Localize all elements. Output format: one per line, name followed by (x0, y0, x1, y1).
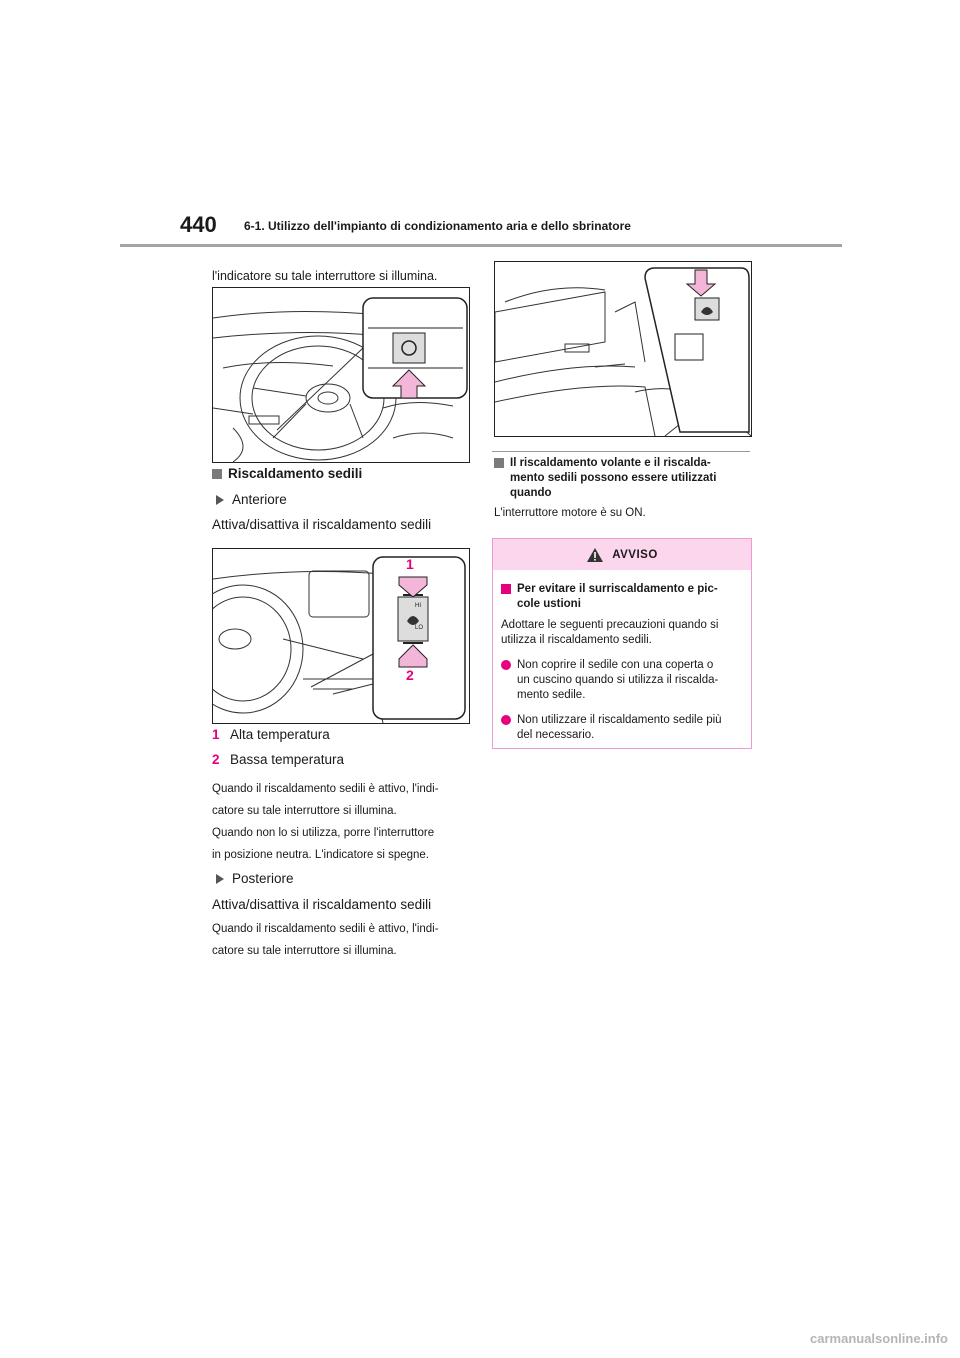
circle-bullet-icon (501, 715, 511, 725)
rear-door-illustration (495, 262, 751, 436)
hi-label: HI (415, 603, 421, 609)
square-bullet-icon (212, 469, 222, 479)
para2-line1: Quando non lo si utilizza, porre l'interruttore (212, 827, 435, 839)
steering-illustration (213, 288, 469, 462)
para1-line1: Quando il riscaldamento sedili è attivo, l'indi- (212, 783, 439, 795)
header-rule (120, 244, 842, 247)
page-number: 440 (180, 212, 217, 237)
front-description: Attiva/disattiva il riscaldamento sedili (212, 517, 432, 532)
warning-triangle-icon (586, 547, 604, 563)
callout-number-2: 2 (406, 667, 414, 683)
rear-switch-callout (645, 268, 749, 432)
section-divider (492, 451, 750, 452)
switch-callout (363, 298, 467, 398)
rear-subheading: Posteriore (216, 871, 294, 886)
seat-heater-heading: Riscaldamento sedili (212, 466, 362, 481)
para3-line2: catore su tale interruttore si illumina. (212, 945, 397, 957)
steering-heater-figure (212, 287, 470, 463)
lo-label: LO (415, 625, 424, 631)
circle-bullet-icon (501, 660, 511, 670)
warning-box (492, 538, 752, 749)
para1-line2: catore su tale interruttore si illumina. (212, 805, 397, 817)
warning-item: Non coprire il sedile con una coperta o un cuscino quando si utilizza il riscalda- mento sedile. (501, 658, 743, 703)
warning-title: AVVISO (612, 548, 658, 561)
square-bullet-icon (501, 584, 511, 594)
list-item: 2 Bassa temperatura (212, 752, 345, 767)
warning-paragraph: Adottare le seguenti precauzioni quando si utilizza il riscaldamento sedili. (501, 619, 719, 646)
warning-header (493, 539, 751, 570)
seat-heater-figure (212, 548, 470, 724)
seat-switch-callout (373, 557, 465, 719)
rear-description: Attiva/disattiva il riscaldamento sedili (212, 897, 432, 912)
intro-text: l'indicatore su tale interruttore si illumina. (212, 269, 438, 283)
list-item: 1 Alta temperatura (212, 727, 330, 742)
rear-seat-figure (494, 261, 752, 437)
section-title: 6-1. Utilizzo dell'impianto di condizionamento aria e dello sbrinatore (244, 219, 631, 233)
seat-switch-illustration (213, 549, 469, 723)
front-subheading: Anteriore (216, 492, 287, 507)
callout-number-1: 1 (406, 556, 414, 572)
warning-subheading: Per evitare il surriscaldamento e pic- cole ustioni (501, 582, 743, 612)
para2-line2: in posizione neutra. L'indicatore si spegne. (212, 849, 430, 861)
triangle-bullet-icon (216, 495, 224, 505)
usage-condition-heading: Il riscaldamento volante e il riscalda- mento sedili possono essere utilizzati quando (494, 456, 754, 501)
footer-watermark: carmanualsonline.info (810, 1331, 948, 1346)
triangle-bullet-icon (216, 874, 224, 884)
usage-condition-text: L'interruttore motore è su ON. (494, 507, 646, 519)
warning-item: Non utilizzare il riscaldamento sedile più del necessario. (501, 713, 743, 743)
para3-line1: Quando il riscaldamento sedili è attivo, l'indi- (212, 923, 439, 935)
square-bullet-icon (494, 458, 504, 468)
